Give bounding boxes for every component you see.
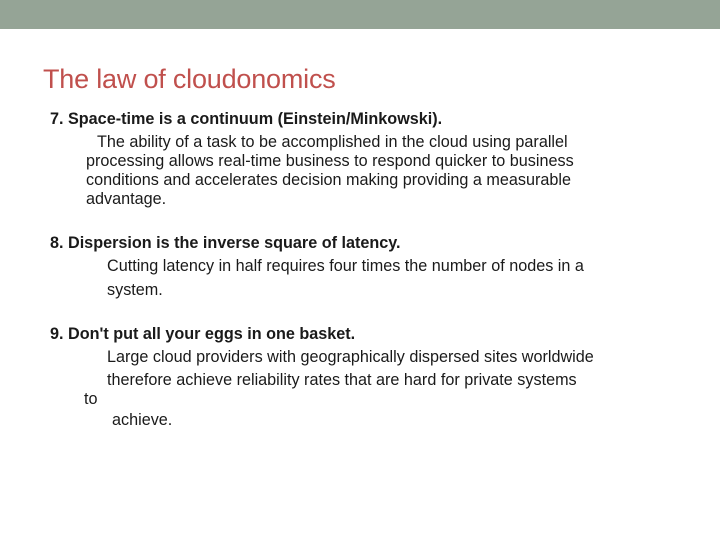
point-8-line-2: system.	[107, 281, 163, 299]
point-7-line-2: processing allows real-time business to respond quicker to business	[86, 152, 574, 170]
point-7-line-1: The ability of a task to be accomplished in the cloud using parallel	[97, 133, 568, 151]
point-9-line-2: therefore achieve reliability rates that are hard for private systems	[107, 371, 577, 389]
point-9-line-3: to	[84, 390, 98, 408]
point-7-line-4: advantage.	[86, 190, 167, 208]
top-accent-bar	[0, 0, 720, 29]
point-8-line-1: Cutting latency in half requires four times the number of nodes in a	[107, 257, 584, 275]
point-7-heading: 7. Space-time is a continuum (Einstein/Minkowski).	[50, 110, 443, 128]
point-9-line-4: achieve.	[112, 411, 173, 429]
point-9-heading: 9. Don't put all your eggs in one basket.	[50, 325, 356, 343]
point-9-line-1: Large cloud providers with geographically dispersed sites worldwide	[107, 348, 594, 366]
point-8-heading: 8. Dispersion is the inverse square of latency.	[50, 234, 401, 252]
slide-title: The law of cloudonomics	[43, 64, 336, 94]
point-7-line-3: conditions and accelerates decision making providing a measurable	[86, 171, 572, 189]
